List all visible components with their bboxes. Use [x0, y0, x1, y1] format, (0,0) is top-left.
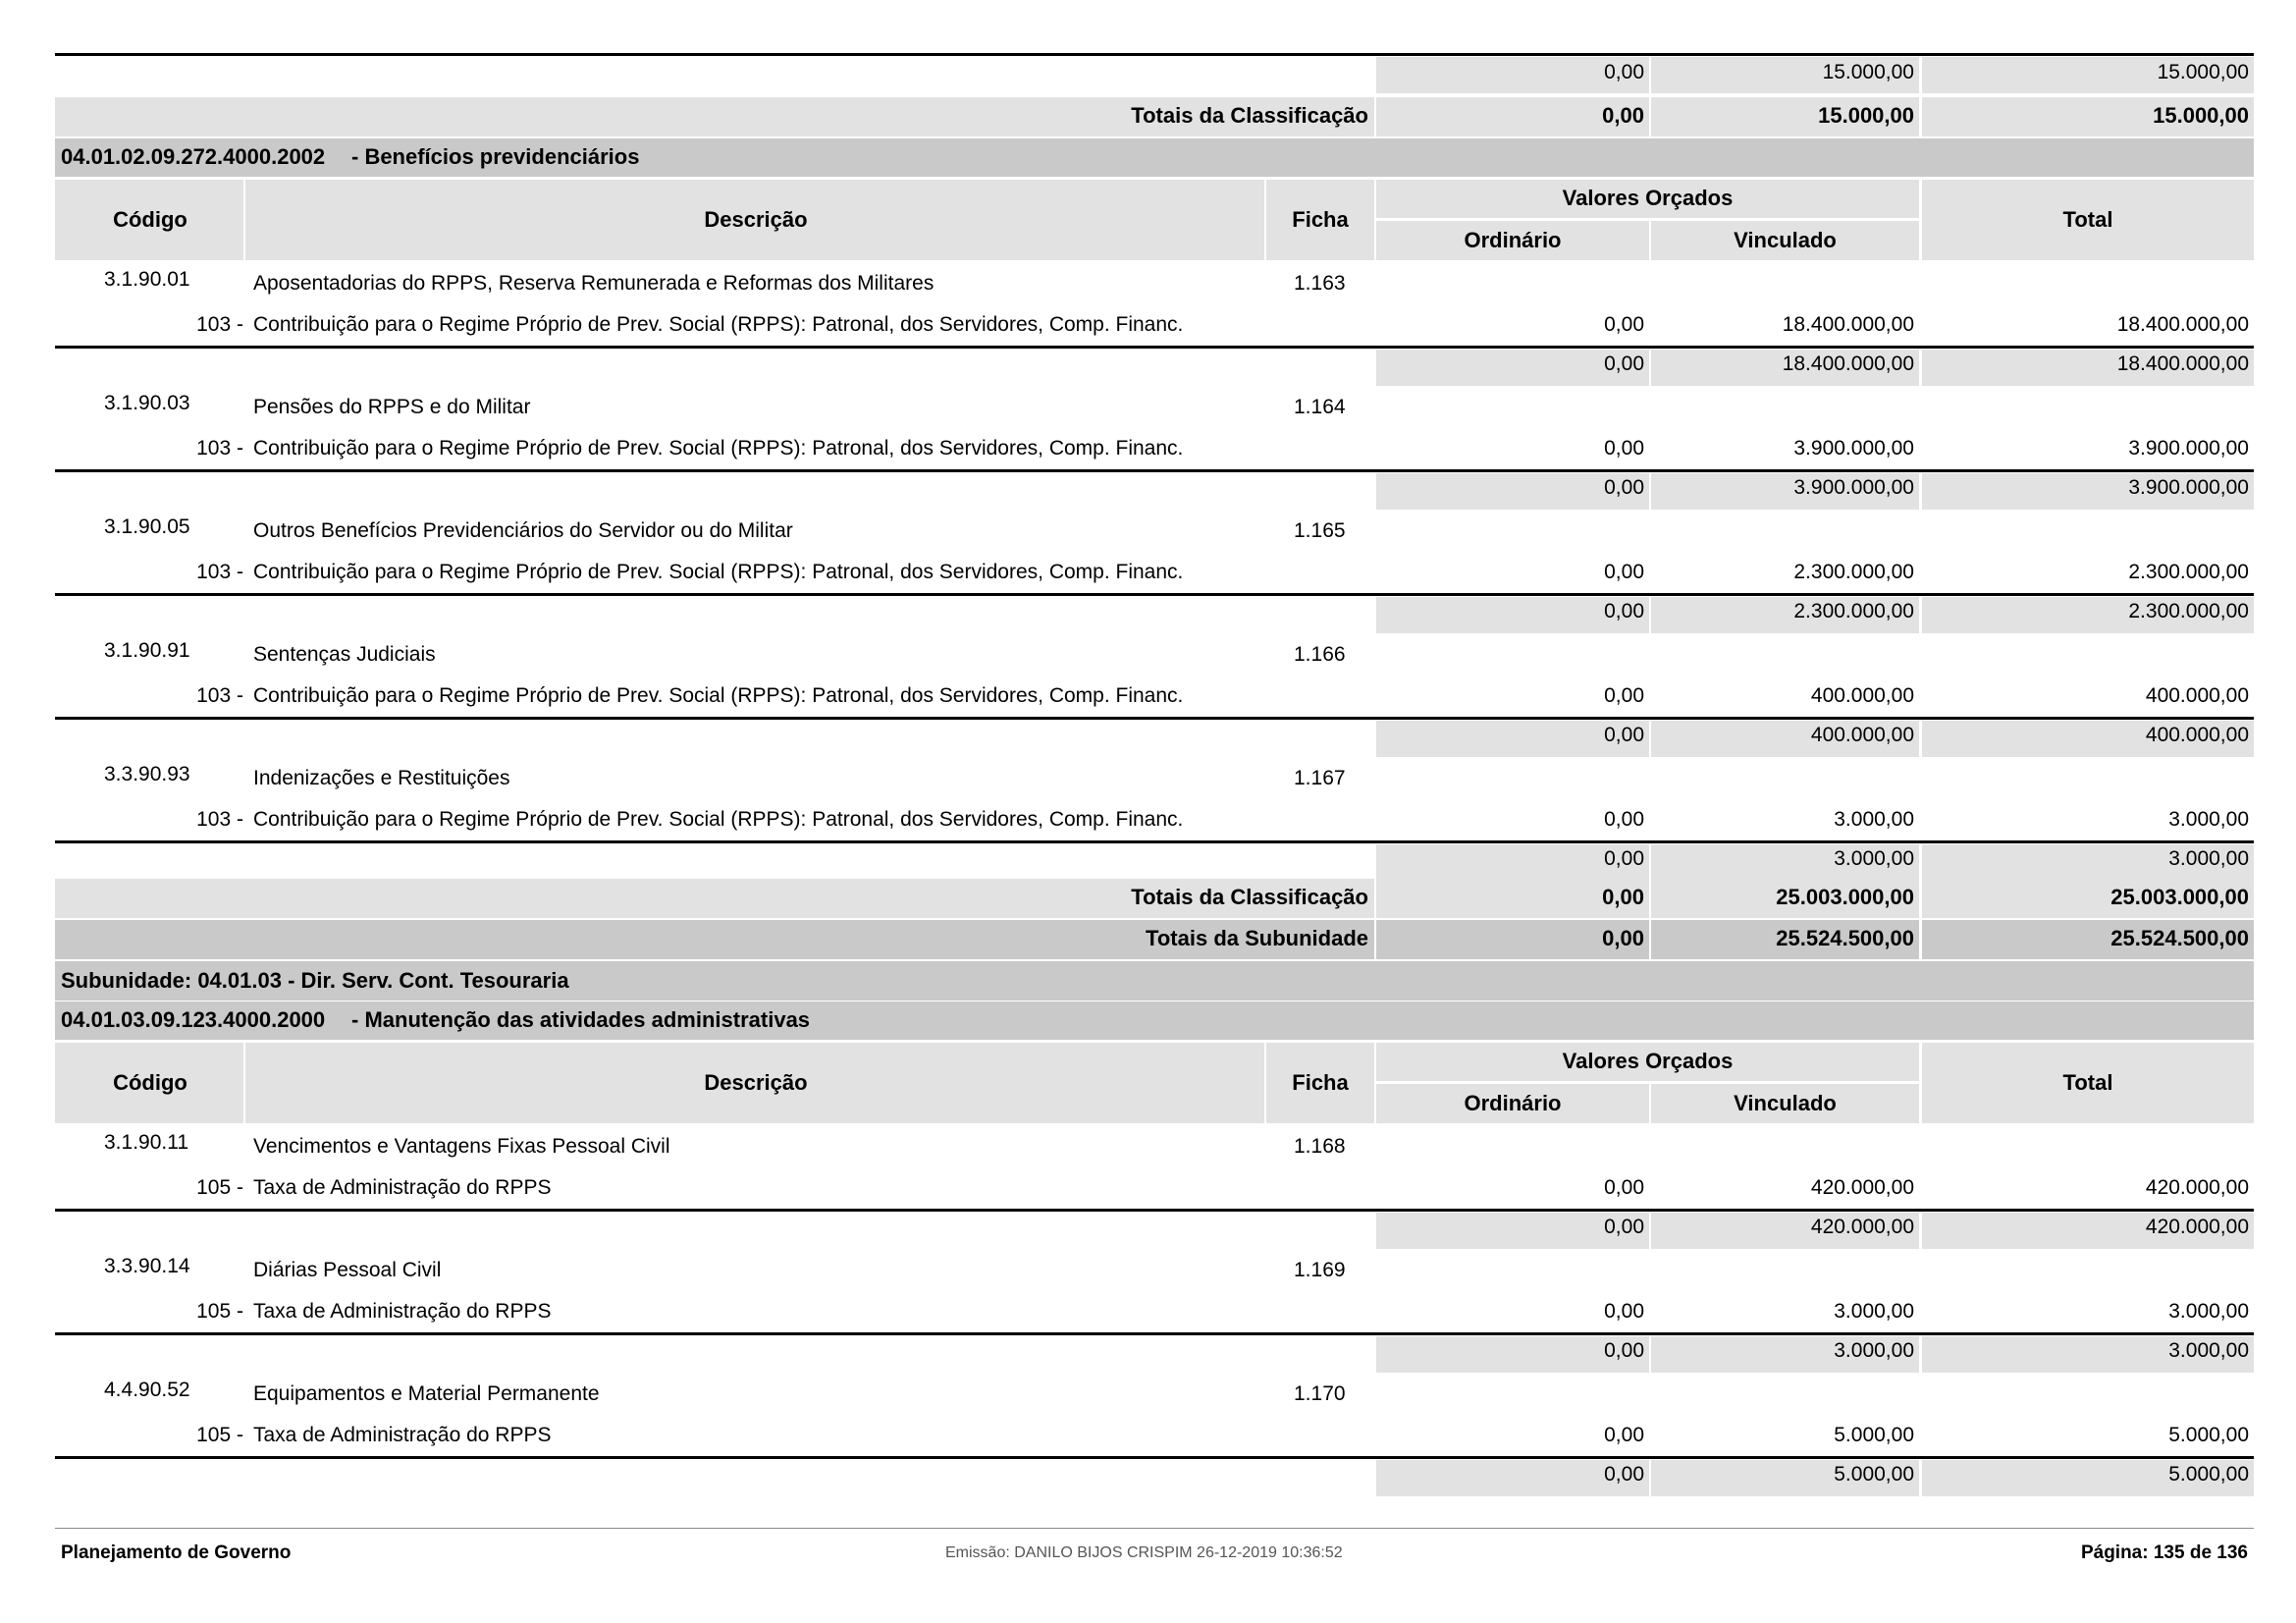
- section-manutencao-hdr-total: Total: [2062, 1070, 2113, 1095]
- sec1-item-0-total: 18.400.000,00: [2116, 313, 2249, 336]
- sec1-item-2-rule: [55, 593, 2254, 596]
- sec2-item-1-total: 3.000,00: [2168, 1300, 2249, 1323]
- sec1-item-0-ficha: 1.163: [1294, 272, 1346, 295]
- sec1-item-4-codigo: 3.3.90.93: [104, 763, 190, 785]
- sec2-item-1-ficha: 1.169: [1294, 1259, 1346, 1281]
- sec1-item-1-subtotal-vinculado: 3.900.000,00: [1793, 476, 1914, 499]
- totals-classification-1-total: 15.000,00: [2153, 103, 2249, 128]
- sec1-item-4-descricao: Indenizações e Restituições: [253, 767, 510, 789]
- sec2-item-2-vinculado: 5.000,00: [1834, 1424, 1914, 1446]
- sec2-item-0-ficha: 1.168: [1294, 1135, 1346, 1158]
- sec1-item-0-descricao: Aposentadorias do RPPS, Reserva Remunerada e Reformas dos Militares: [253, 272, 934, 295]
- sec2-item-0-fonte: 105 -: [196, 1176, 243, 1199]
- sec1-item-1-rule: [55, 469, 2254, 472]
- sec1-item-3-ordinario: 0,00: [1604, 684, 1644, 707]
- sec2-item-1-rule: [55, 1332, 2254, 1335]
- sec2-item-2-codigo: 4.4.90.52: [104, 1379, 190, 1401]
- top-subtotal-vinculado: 15.000,00: [1822, 61, 1914, 83]
- section-beneficios-hdr-valores: Valores Orçados: [1562, 186, 1734, 210]
- sec1-item-4-subtotal-ordinario: 0,00: [1604, 847, 1644, 870]
- sec1-item-4-subtotal-vinculado: 3.000,00: [1834, 847, 1914, 870]
- footer-center: Emissão: DANILO BIJOS CRISPIM 26-12-2019 10:36:52: [945, 1544, 1343, 1561]
- sec2-item-0-rule: [55, 1209, 2254, 1212]
- totals-subunidade-vinculado: 25.524.500,00: [1776, 926, 1914, 950]
- sec2-item-2-rule: [55, 1456, 2254, 1459]
- section-manutencao-hdr-codigo: Código: [113, 1070, 187, 1095]
- sec1-item-1-subtotal-total: 3.900.000,00: [2128, 476, 2249, 499]
- sec2-item-1-subtotal-ordinario: 0,00: [1604, 1339, 1644, 1362]
- sec2-item-0-subtotal-vinculado: 420.000,00: [1810, 1216, 1914, 1238]
- sec1-item-4-subtotal-total: 3.000,00: [2168, 847, 2249, 870]
- sec2-item-1-fonte-desc: Taxa de Administração do RPPS: [253, 1300, 552, 1323]
- totals-subunidade-total: 25.524.500,00: [2110, 926, 2249, 950]
- sec1-item-3-descricao: Sentenças Judiciais: [253, 643, 436, 666]
- sec1-item-4-fonte: 103 -: [196, 808, 243, 831]
- sec1-item-1-subtotal-ordinario: 0,00: [1604, 476, 1644, 499]
- sec1-item-4-rule: [55, 840, 2254, 843]
- sec1-item-2-descricao: Outros Benefícios Previdenciários do Servidor ou do Militar: [253, 519, 793, 542]
- sec2-item-1-codigo: 3.3.90.14: [104, 1255, 190, 1277]
- sec2-item-0-subtotal-ordinario: 0,00: [1604, 1216, 1644, 1238]
- section-manutencao-hdr-ficha: Ficha: [1292, 1070, 1349, 1095]
- section-beneficios-hdr-vinculado: Vinculado: [1734, 228, 1837, 252]
- section-beneficios-hdr-ordinario: Ordinário: [1464, 228, 1562, 252]
- sec2-item-1-ordinario: 0,00: [1604, 1300, 1644, 1323]
- sec1-item-2-subtotal-total: 2.300.000,00: [2128, 600, 2249, 622]
- sec2-item-2-subtotal-total: 5.000,00: [2168, 1463, 2249, 1486]
- totals-subunidade-label: Totais da Subunidade: [1146, 926, 1368, 950]
- sec2-item-0-total: 420.000,00: [2145, 1176, 2249, 1199]
- sec2-item-2-subtotal-vinculado: 5.000,00: [1834, 1463, 1914, 1486]
- sec2-item-0-fonte-desc: Taxa de Administração do RPPS: [253, 1176, 552, 1199]
- subunidade-title: Subunidade: 04.01.03 - Dir. Serv. Cont. Tesouraria: [61, 968, 569, 993]
- sec1-item-4-vinculado: 3.000,00: [1834, 808, 1914, 831]
- sec1-item-0-subtotal-total: 18.400.000,00: [2116, 352, 2249, 375]
- sec2-item-1-vinculado: 3.000,00: [1834, 1300, 1914, 1323]
- sec1-item-0-ordinario: 0,00: [1604, 313, 1644, 336]
- totals-classification-2-label: Totais da Classificação: [1131, 885, 1368, 909]
- section-manutencao-hdr-vinculado: Vinculado: [1734, 1091, 1837, 1115]
- section-beneficios-hdr-codigo: Código: [113, 207, 187, 232]
- totals-classification-1-vinculado: 15.000,00: [1818, 103, 1914, 128]
- sec2-item-0-vinculado: 420.000,00: [1810, 1176, 1914, 1199]
- sec2-item-1-descricao: Diárias Pessoal Civil: [253, 1259, 442, 1281]
- sec1-item-2-fonte-desc: Contribuição para o Regime Próprio de Prev. Social (RPPS): Patronal, dos Servidores, Comp. Financ.: [253, 561, 1184, 583]
- sec2-item-0-ordinario: 0,00: [1604, 1176, 1644, 1199]
- sec1-item-0-rule: [55, 346, 2254, 349]
- sec1-item-2-subtotal-ordinario: 0,00: [1604, 600, 1644, 622]
- totals-classification-2-vinculado: 25.003.000,00: [1776, 885, 1914, 909]
- sec2-item-0-descricao: Vencimentos e Vantagens Fixas Pessoal Civil: [253, 1135, 670, 1158]
- sec1-item-2-ordinario: 0,00: [1604, 561, 1644, 583]
- section-beneficios-hdr-descricao: Descrição: [704, 207, 808, 232]
- sec1-item-1-descricao: Pensões do RPPS e do Militar: [253, 396, 531, 418]
- sec1-item-1-ficha: 1.164: [1294, 396, 1346, 418]
- sec1-item-3-total: 400.000,00: [2145, 684, 2249, 707]
- sec1-item-3-subtotal-vinculado: 400.000,00: [1810, 724, 1914, 746]
- sec1-item-1-total: 3.900.000,00: [2128, 437, 2249, 460]
- sec1-item-3-fonte-desc: Contribuição para o Regime Próprio de Prev. Social (RPPS): Patronal, dos Servidores, Comp. Financ.: [253, 684, 1184, 707]
- sec1-item-2-codigo: 3.1.90.05: [104, 515, 190, 538]
- sec2-item-2-ficha: 1.170: [1294, 1382, 1346, 1405]
- sec2-item-2-subtotal-ordinario: 0,00: [1604, 1463, 1644, 1486]
- section-beneficios-hdr-total: Total: [2062, 207, 2113, 232]
- sec1-item-2-vinculado: 2.300.000,00: [1793, 561, 1914, 583]
- footer-rule: [55, 1528, 2254, 1529]
- sec1-item-0-fonte-desc: Contribuição para o Regime Próprio de Prev. Social (RPPS): Patronal, dos Servidores, Comp. Financ.: [253, 313, 1184, 336]
- sec1-item-1-fonte: 103 -: [196, 437, 243, 460]
- totals-classification-1-ordinario: 0,00: [1602, 103, 1644, 128]
- sec1-item-2-fonte: 103 -: [196, 561, 243, 583]
- sec1-item-0-subtotal-ordinario: 0,00: [1604, 352, 1644, 375]
- sec1-item-0-fonte: 103 -: [196, 313, 243, 336]
- sec1-item-3-ficha: 1.166: [1294, 643, 1346, 666]
- sec2-item-1-subtotal-total: 3.000,00: [2168, 1339, 2249, 1362]
- sec1-item-2-subtotal-vinculado: 2.300.000,00: [1793, 600, 1914, 622]
- sec1-item-3-subtotal-ordinario: 0,00: [1604, 724, 1644, 746]
- sec2-item-2-descricao: Equipamentos e Material Permanente: [253, 1382, 600, 1405]
- totals-classification-1-label: Totais da Classificação: [1131, 103, 1368, 128]
- sec1-item-3-codigo: 3.1.90.91: [104, 639, 190, 662]
- top-subtotal-total: 15.000,00: [2157, 61, 2249, 83]
- section-manutencao-title: - Manutenção das atividades administrativas: [351, 1007, 811, 1032]
- section-beneficios-hdr-ficha: Ficha: [1292, 207, 1349, 232]
- sec1-item-0-vinculado: 18.400.000,00: [1782, 313, 1914, 336]
- section-beneficios-code: 04.01.02.09.272.4000.2002: [61, 144, 326, 169]
- sec1-item-4-total: 3.000,00: [2168, 808, 2249, 831]
- sec1-item-1-ordinario: 0,00: [1604, 437, 1644, 460]
- sec2-item-0-codigo: 3.1.90.11: [104, 1131, 189, 1154]
- sec2-item-0-subtotal-total: 420.000,00: [2145, 1216, 2249, 1238]
- sec2-item-2-total: 5.000,00: [2168, 1424, 2249, 1446]
- sec2-item-2-ordinario: 0,00: [1604, 1424, 1644, 1446]
- totals-classification-2-ordinario: 0,00: [1602, 885, 1644, 909]
- section-manutencao-code: 04.01.03.09.123.4000.2000: [61, 1007, 326, 1032]
- section-manutencao-hdr-valores: Valores Orçados: [1562, 1049, 1734, 1073]
- sec1-item-1-vinculado: 3.900.000,00: [1793, 437, 1914, 460]
- sec2-item-2-fonte-desc: Taxa de Administração do RPPS: [253, 1424, 552, 1446]
- sec1-item-4-fonte-desc: Contribuição para o Regime Próprio de Prev. Social (RPPS): Patronal, dos Servidores, Comp. Financ.: [253, 808, 1184, 831]
- sec1-item-3-rule: [55, 717, 2254, 720]
- footer-left: Planejamento de Governo: [61, 1542, 292, 1563]
- sec1-item-3-fonte: 103 -: [196, 684, 243, 707]
- top-subtotal-ordinario: 0,00: [1604, 61, 1644, 83]
- footer-right: Página: 135 de 136: [2080, 1542, 2248, 1563]
- section-manutencao-hdr-descricao: Descrição: [704, 1070, 808, 1095]
- sec1-item-0-codigo: 3.1.90.01: [104, 268, 190, 291]
- sec1-item-0-subtotal-vinculado: 18.400.000,00: [1782, 352, 1914, 375]
- top-rule: [55, 53, 2254, 56]
- sec2-item-1-subtotal-vinculado: 3.000,00: [1834, 1339, 1914, 1362]
- sec2-item-2-fonte: 105 -: [196, 1424, 243, 1446]
- section-manutencao-hdr-ordinario: Ordinário: [1464, 1091, 1562, 1115]
- sec1-item-1-codigo: 3.1.90.03: [104, 392, 190, 414]
- sec1-item-2-total: 2.300.000,00: [2128, 561, 2249, 583]
- sec1-item-3-vinculado: 400.000,00: [1810, 684, 1914, 707]
- sec1-item-3-subtotal-total: 400.000,00: [2145, 724, 2249, 746]
- totals-classification-2-total: 25.003.000,00: [2110, 885, 2249, 909]
- sec1-item-4-ficha: 1.167: [1294, 767, 1346, 789]
- sec1-item-2-ficha: 1.165: [1294, 519, 1346, 542]
- sec1-item-4-ordinario: 0,00: [1604, 808, 1644, 831]
- sec2-item-1-fonte: 105 -: [196, 1300, 243, 1323]
- totals-subunidade-ordinario: 0,00: [1602, 926, 1644, 950]
- sec1-item-1-fonte-desc: Contribuição para o Regime Próprio de Prev. Social (RPPS): Patronal, dos Servidores, Comp. Financ.: [253, 437, 1184, 460]
- section-beneficios-title: - Benefícios previdenciários: [351, 144, 640, 169]
